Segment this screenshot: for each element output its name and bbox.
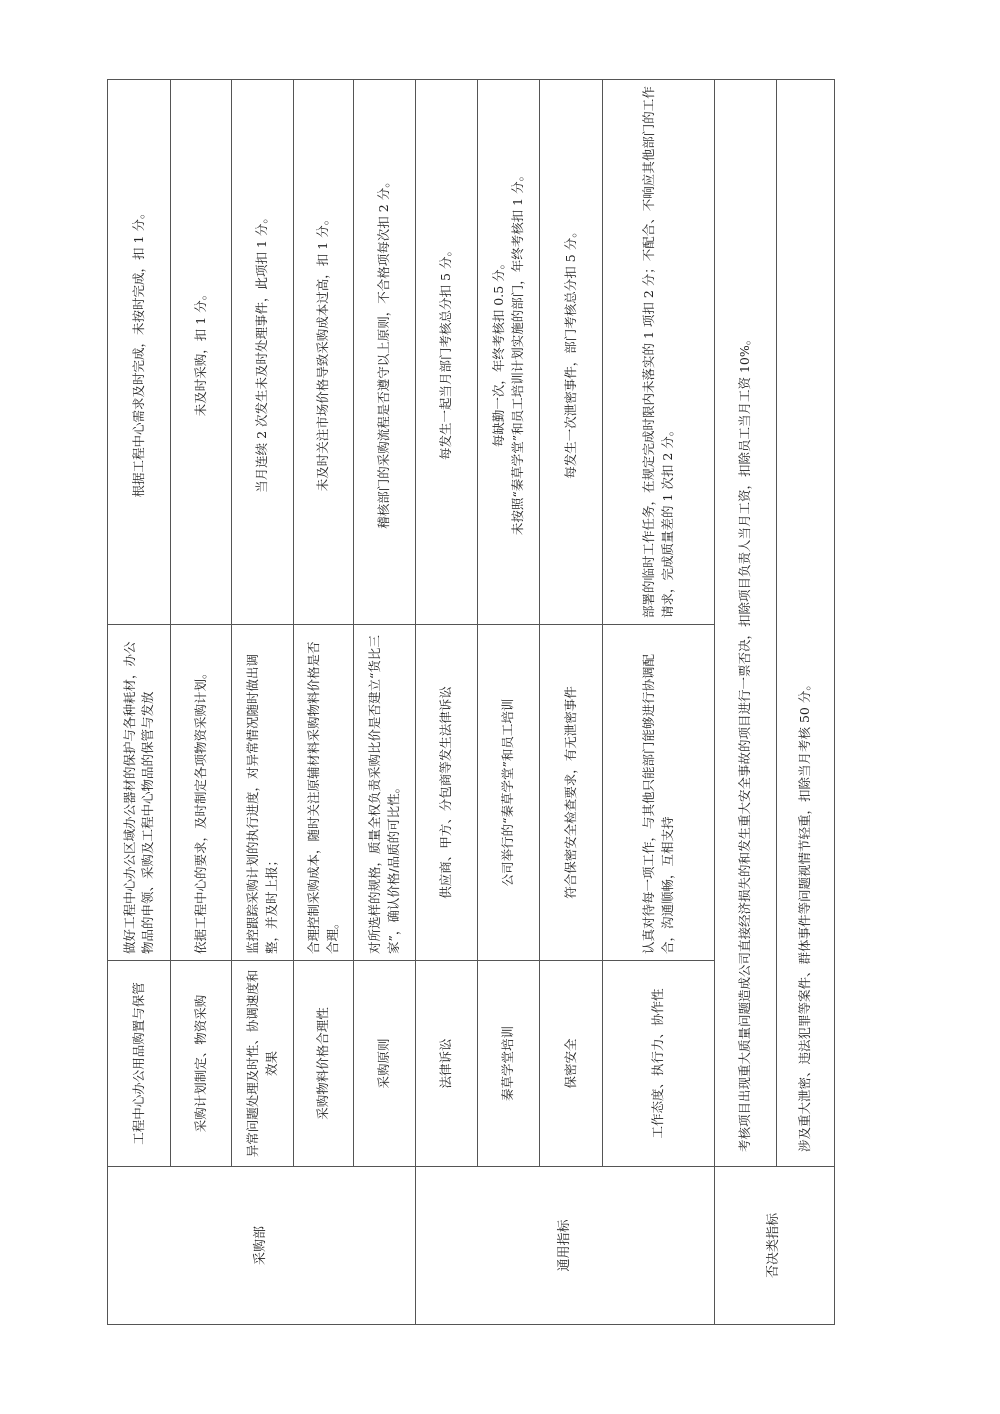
category-cell: 通用指标	[416, 1167, 715, 1325]
table-row	[294, 80, 354, 1325]
indicator-cell: 采购物料价格合理性	[294, 961, 354, 1167]
scoring-cell: 稽核部门的采购流程是否遵守以上原则，不合格项每次扣 2 分。	[354, 80, 416, 625]
table-row	[171, 80, 232, 1325]
scoring-cell: 未及时采购，扣 1 分。	[171, 80, 232, 625]
indicator-cell: 法律诉讼	[416, 961, 478, 1167]
indicator-cell: 工作态度、执行力、协作性	[603, 961, 715, 1167]
table-row	[232, 80, 294, 1325]
scoring-cell: 部署的临时工作任务，在规定完成时限内未落实的 1 项扣 2 分；不配合、不响应其他部门的工作请求，完成质量差的 1 次扣 2 分。	[603, 80, 715, 625]
category-cell: 否决类指标	[715, 1167, 835, 1325]
indicator-cell: 采购原则	[354, 961, 416, 1167]
table-row	[540, 80, 603, 1325]
table-row	[715, 80, 777, 1325]
veto-cell: 考核项目出现重大质量问题造成公司直接经济损失的和发生重大安全事故的项目进行一票否决，扣除项目负责人当月工资，扣除员工当月工资 10%。	[715, 80, 777, 1167]
veto-cell: 涉及重大泄密、违法犯罪等案件、群体事件等问题视情节轻重，扣除当月考核 50 分。	[777, 80, 835, 1167]
indicator-cell: 采购计划制定、物资采购	[171, 961, 232, 1167]
standard-cell: 合理控制采购成本，随时关注原辅材料采购物料价格是否合理。	[294, 625, 354, 961]
rotated-table-container	[107, 80, 835, 1325]
standard-cell: 对所选样的规格，质量全权负责采购比价是否建立“货比三家”，确认价格/品质的可比性。	[354, 625, 416, 961]
standard-cell: 依据工程中心的要求，及时制定各项物资采购计划。	[171, 625, 232, 961]
standard-cell: 公司举行的“秦草学堂”和员工培训	[478, 625, 540, 961]
scoring-cell: 每发生一次泄密事件，部门考核总分扣 5 分。	[540, 80, 603, 625]
table-row	[354, 80, 416, 1325]
table-row	[478, 80, 540, 1325]
category-cell: 采购部	[108, 1167, 416, 1325]
scoring-cell: 未及时关注市场价格导致采购成本过高，扣 1 分。	[294, 80, 354, 625]
scoring-line: 每缺勤一次，年终考核扣 0.5 分。	[491, 256, 507, 448]
table-row	[603, 80, 715, 1325]
indicator-cell: 保密安全	[540, 961, 603, 1167]
indicator-cell: 异常问题处理及时性、协调速度和效果	[232, 961, 294, 1167]
assessment-table	[107, 79, 835, 1325]
standard-cell: 做好工程中心办公区域办公器材的保护与各种耗材，办公物品的申领、采购及工程中心物品的保管与发放	[108, 625, 171, 961]
indicator-cell: 秦草学堂培训	[478, 961, 540, 1167]
scoring-cell: 根据工程中心需求及时完成，未按时完成，扣 1 分。	[108, 80, 171, 625]
standard-cell: 供应商、甲方、分包商等发生法律诉讼	[416, 625, 478, 961]
scoring-line: 未按照“秦草学堂”和员工培训计划实施的部门，年终考核扣 1 分。	[509, 168, 525, 536]
standard-cell: 认真对待每一项工作，与其他只能部门能够进行协调配合，沟通顺畅，互相支持	[603, 625, 715, 961]
standard-cell: 符合保密安全检查要求，有无泄密事件	[540, 625, 603, 961]
scoring-cell	[478, 80, 540, 625]
scoring-cell: 每发生一起当月部门考核总分扣 5 分。	[416, 80, 478, 625]
table-row	[416, 80, 478, 1325]
standard-cell: 监控跟踪采购计划的执行进度，对异常情况随时做出调整，并及时上报；	[232, 625, 294, 961]
indicator-cell: 工程中心办公用品购置与保管	[108, 961, 171, 1167]
table-row	[777, 80, 835, 1325]
scoring-cell: 当月连续 2 次发生未及时处理事件，此项扣 1 分。	[232, 80, 294, 625]
table-row	[108, 80, 171, 1325]
